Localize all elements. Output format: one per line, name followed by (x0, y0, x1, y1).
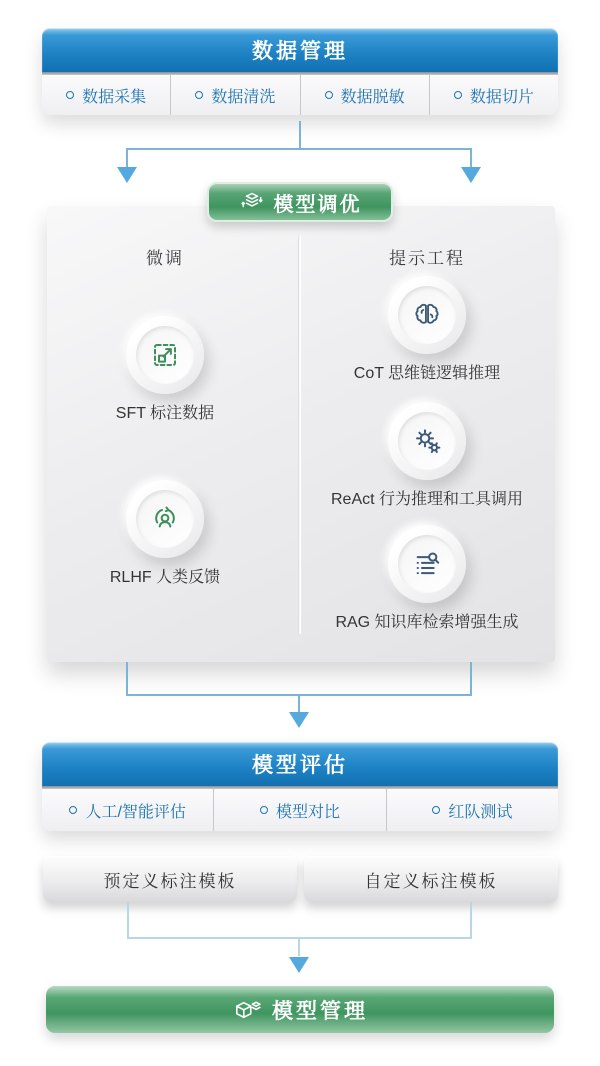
model-evaluation-title: 模型评估 (252, 754, 348, 777)
model-management-header (46, 986, 554, 1033)
feature-sft (40, 316, 290, 423)
icon-button (126, 316, 204, 394)
item-human-ai-eval (42, 789, 213, 831)
item-label: 红队测试 (448, 803, 513, 821)
prompt-engineering-column-title: 提示工程 (389, 249, 465, 268)
connector-line (470, 902, 472, 938)
connector-line (126, 662, 128, 695)
feature-label: RAG 知识库检索增强生成 (335, 614, 519, 631)
list-search-icon (398, 535, 456, 593)
gears-icon (398, 412, 456, 470)
item-data-cleaning (170, 75, 299, 115)
connector-line (298, 696, 300, 713)
item-data-collection (42, 75, 170, 115)
item-label: 数据采集 (82, 88, 147, 106)
feature-react (302, 402, 552, 509)
item-label: 模型对比 (275, 803, 340, 821)
feature-label: SFT 标注数据 (115, 405, 215, 422)
connector-line (470, 662, 472, 695)
item-bullet-icon (66, 91, 74, 99)
data-management-title: 数据管理 (252, 40, 348, 63)
arrow-down-icon (461, 167, 481, 183)
feature-cot (302, 276, 552, 383)
connector-line (470, 150, 472, 168)
feature-rag (302, 525, 552, 632)
item-data-masking (300, 75, 429, 115)
model-evaluation-header (42, 742, 558, 786)
template-label: 预定义标注模板 (103, 872, 237, 891)
item-red-team-test (386, 789, 558, 831)
person-cycle-icon (136, 490, 194, 548)
item-bullet-icon (454, 91, 462, 99)
predefined-template-box (43, 856, 297, 902)
arrow-down-icon (117, 167, 137, 183)
cube-layers-icon (232, 997, 262, 1023)
column-divider (298, 236, 301, 634)
connector-line (299, 121, 301, 149)
layers-tune-icon (239, 190, 265, 214)
feature-label: RLHF 人类反馈 (109, 569, 221, 586)
item-bullet-icon (325, 91, 333, 99)
item-bullet-icon (432, 806, 440, 814)
data-management-section (42, 28, 558, 115)
icon-button (388, 402, 466, 480)
item-model-compare (213, 789, 385, 831)
item-bullet-icon (260, 806, 268, 814)
model-tuning-card (47, 206, 555, 662)
fine-tuning-column-title: 微调 (146, 249, 184, 268)
model-management-title: 模型管理 (272, 999, 368, 1023)
model-tuning-title: 模型调优 (273, 193, 362, 216)
item-label: 人工/智能评估 (85, 803, 186, 821)
arrow-down-icon (289, 957, 309, 973)
item-label: 数据脱敏 (340, 88, 405, 106)
connector-line (126, 150, 128, 168)
feature-rlhf (40, 480, 290, 587)
item-bullet-icon (69, 806, 77, 814)
icon-button (126, 480, 204, 558)
item-bullet-icon (195, 91, 203, 99)
item-label: 数据切片 (469, 88, 534, 106)
connector-line (127, 902, 129, 938)
model-evaluation-items (42, 789, 558, 831)
feature-label: ReAct 行为推理和工具调用 (330, 491, 524, 508)
model-evaluation-section (42, 742, 558, 831)
data-management-items (42, 75, 558, 115)
icon-button (388, 525, 466, 603)
arrow-down-icon (289, 712, 309, 728)
model-tuning-header (207, 182, 393, 222)
scale-expand-icon (136, 326, 194, 384)
brain-icon (398, 286, 456, 344)
template-label: 自定义标注模板 (364, 872, 498, 891)
connector-line (126, 148, 472, 150)
icon-button (388, 276, 466, 354)
item-label: 数据清洗 (211, 88, 276, 106)
data-management-header (42, 28, 558, 72)
feature-label: CoT 思维链逻辑推理 (353, 365, 501, 382)
item-data-slicing (429, 75, 558, 115)
connector-line (298, 939, 300, 956)
custom-template-box (304, 856, 558, 902)
